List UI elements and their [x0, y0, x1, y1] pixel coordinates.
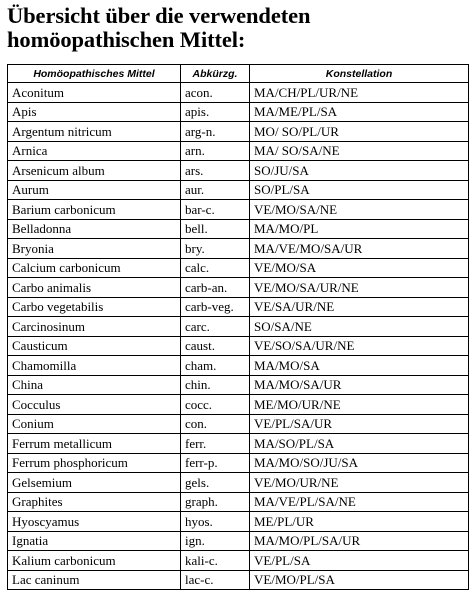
constellation-cell: MA/MO/SA	[250, 356, 469, 376]
remedy-name-cell: Carbo animalis	[8, 278, 181, 298]
abbreviation-cell: kali-c.	[181, 551, 250, 571]
constellation-cell: VE/SA/UR/NE	[250, 297, 469, 317]
table-row	[8, 180, 469, 200]
remedy-name-cell: Aurum	[8, 180, 181, 200]
title-line-2: homöopathischen Mittel:	[7, 27, 246, 52]
constellation-cell: MO/ SO/PL/UR	[250, 122, 469, 142]
table-row	[8, 395, 469, 415]
remedy-name-cell: Ferrum phosphoricum	[8, 453, 181, 473]
constellation-cell: MA/MO/SO/JU/SA	[250, 453, 469, 473]
table-row	[8, 141, 469, 161]
table-row	[8, 453, 469, 473]
abbreviation-cell: apis.	[181, 102, 250, 122]
constellation-cell: VE/MO/SA/NE	[250, 200, 469, 220]
table-row	[8, 258, 469, 278]
abbreviation-cell: bar-c.	[181, 200, 250, 220]
constellation-cell: SO/SA/NE	[250, 317, 469, 337]
abbreviation-cell: chin.	[181, 375, 250, 395]
remedy-name-cell: Barium carbonicum	[8, 200, 181, 220]
constellation-cell: MA/VE/PL/SA/NE	[250, 492, 469, 512]
table-row	[8, 356, 469, 376]
table-row	[8, 414, 469, 434]
abbreviation-cell: carc.	[181, 317, 250, 337]
table-row	[8, 492, 469, 512]
constellation-cell: ME/MO/UR/NE	[250, 395, 469, 415]
remedy-name-cell: Arnica	[8, 141, 181, 161]
constellation-cell: VE/MO/SA	[250, 258, 469, 278]
constellation-cell: VE/MO/UR/NE	[250, 473, 469, 493]
constellation-cell: MA/CH/PL/UR/NE	[250, 83, 469, 103]
abbreviation-cell: cham.	[181, 356, 250, 376]
table-row	[8, 219, 469, 239]
remedy-name-cell: Aconitum	[8, 83, 181, 103]
remedy-name-cell: China	[8, 375, 181, 395]
table-row	[8, 161, 469, 181]
table-row	[8, 570, 469, 590]
abbreviation-cell: bry.	[181, 239, 250, 259]
header-abbreviation: Abkürzg.	[181, 65, 250, 83]
remedy-name-cell: Causticum	[8, 336, 181, 356]
constellation-cell: VE/PL/SA	[250, 551, 469, 571]
abbreviation-cell: caust.	[181, 336, 250, 356]
header-remedy: Homöopathisches Mittel	[8, 65, 181, 83]
table-row	[8, 200, 469, 220]
constellation-cell: MA/MO/PL	[250, 219, 469, 239]
remedy-name-cell: Lac caninum	[8, 570, 181, 590]
table-row	[8, 122, 469, 142]
abbreviation-cell: arn.	[181, 141, 250, 161]
abbreviation-cell: bell.	[181, 219, 250, 239]
constellation-cell: SO/PL/SA	[250, 180, 469, 200]
constellation-cell: MA/ME/PL/SA	[250, 102, 469, 122]
abbreviation-cell: calc.	[181, 258, 250, 278]
constellation-cell: VE/MO/SA/UR/NE	[250, 278, 469, 298]
remedy-name-cell: Apis	[8, 102, 181, 122]
table-row	[8, 336, 469, 356]
remedy-table	[7, 64, 469, 590]
constellation-cell: SO/JU/SA	[250, 161, 469, 181]
remedy-name-cell: Conium	[8, 414, 181, 434]
abbreviation-cell: gels.	[181, 473, 250, 493]
abbreviation-cell: graph.	[181, 492, 250, 512]
remedy-name-cell: Hyoscyamus	[8, 512, 181, 532]
constellation-cell: MA/MO/SA/UR	[250, 375, 469, 395]
constellation-cell: MA/MO/PL/SA/UR	[250, 531, 469, 551]
constellation-cell: ME/PL/UR	[250, 512, 469, 532]
abbreviation-cell: arg-n.	[181, 122, 250, 142]
table-row	[8, 239, 469, 259]
abbreviation-cell: ferr.	[181, 434, 250, 454]
constellation-cell: VE/SO/SA/UR/NE	[250, 336, 469, 356]
constellation-cell: VE/PL/SA/UR	[250, 414, 469, 434]
remedy-name-cell: Gelsemium	[8, 473, 181, 493]
table-row	[8, 434, 469, 454]
abbreviation-cell: carb-an.	[181, 278, 250, 298]
table-row	[8, 102, 469, 122]
remedy-name-cell: Chamomilla	[8, 356, 181, 376]
constellation-cell: MA/SO/PL/SA	[250, 434, 469, 454]
constellation-cell: MA/ SO/SA/NE	[250, 141, 469, 161]
remedy-name-cell: Kalium carbonicum	[8, 551, 181, 571]
abbreviation-cell: con.	[181, 414, 250, 434]
table-row	[8, 297, 469, 317]
table-row	[8, 473, 469, 493]
table-row	[8, 375, 469, 395]
abbreviation-cell: ign.	[181, 531, 250, 551]
remedy-name-cell: Cocculus	[8, 395, 181, 415]
remedy-name-cell: Arsenicum album	[8, 161, 181, 181]
remedy-name-cell: Ignatia	[8, 531, 181, 551]
remedy-name-cell: Graphites	[8, 492, 181, 512]
abbreviation-cell: hyos.	[181, 512, 250, 532]
remedy-name-cell: Argentum nitricum	[8, 122, 181, 142]
remedy-name-cell: Carcinosinum	[8, 317, 181, 337]
table-row	[8, 512, 469, 532]
header-constellation: Konstellation	[250, 65, 469, 83]
abbreviation-cell: lac-c.	[181, 570, 250, 590]
table-row	[8, 317, 469, 337]
constellation-cell: VE/MO/PL/SA	[250, 570, 469, 590]
table-row	[8, 551, 469, 571]
abbreviation-cell: aur.	[181, 180, 250, 200]
remedy-name-cell: Belladonna	[8, 219, 181, 239]
abbreviation-cell: ars.	[181, 161, 250, 181]
abbreviation-cell: acon.	[181, 83, 250, 103]
table-row	[8, 278, 469, 298]
remedy-name-cell: Ferrum metallicum	[8, 434, 181, 454]
table-row	[8, 83, 469, 103]
abbreviation-cell: carb-veg.	[181, 297, 250, 317]
title-line-1: Übersicht über die verwendeten	[7, 3, 311, 28]
remedy-name-cell: Carbo vegetabilis	[8, 297, 181, 317]
table-header-row	[8, 65, 469, 83]
remedy-name-cell: Calcium carbonicum	[8, 258, 181, 278]
abbreviation-cell: ferr-p.	[181, 453, 250, 473]
constellation-cell: MA/VE/MO/SA/UR	[250, 239, 469, 259]
table-row	[8, 531, 469, 551]
page-title	[7, 4, 467, 52]
abbreviation-cell: cocc.	[181, 395, 250, 415]
table-body	[8, 83, 469, 590]
remedy-name-cell: Bryonia	[8, 239, 181, 259]
